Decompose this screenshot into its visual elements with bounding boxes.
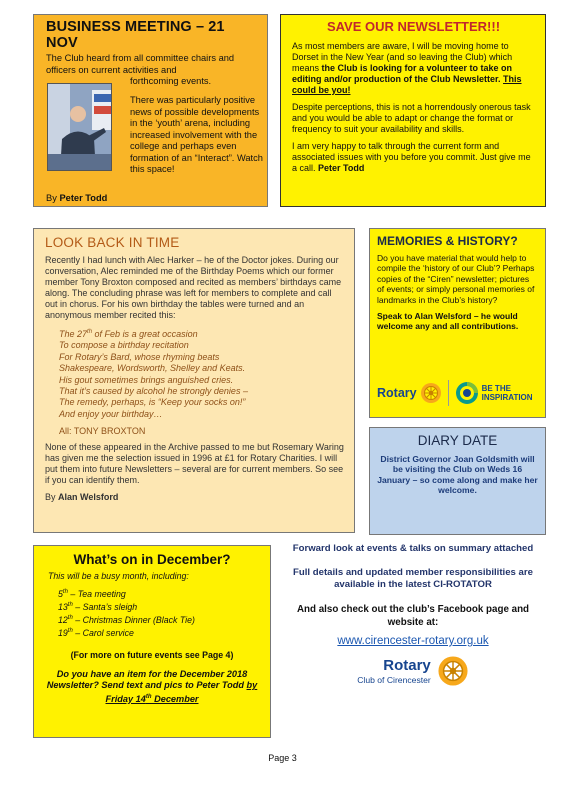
facebook-note: And also check out the club’s Facebook page and website at:	[296, 604, 530, 628]
business-meeting-box	[33, 14, 268, 207]
cta-deadline-c: December	[151, 693, 199, 704]
inspiration-line-2: INSPIRATION	[481, 393, 533, 402]
p1-text: As most members are aware, I will be moving home to Dorset in the New Year (and so leaving the Club) which means	[292, 41, 513, 73]
rotary-club-subtitle: Club of Cirencester	[357, 675, 431, 685]
poem-chorus: All: TONY BROXTON	[59, 426, 146, 437]
be-the-inspiration-icon	[455, 381, 479, 405]
p3-text: I am very happy to talk through the current form and associated issues with you before you commit. Just give me a call.	[292, 141, 531, 173]
event-text: – Santa’s sleigh	[72, 602, 138, 613]
rotary-club-text	[357, 657, 431, 685]
event-day-suffix: th	[67, 602, 73, 609]
poem-line: To compose a birthday recitation	[59, 340, 189, 351]
memories-speak	[377, 311, 537, 332]
whats-on-intro: This will be a busy month, including:	[48, 571, 189, 581]
event-text: – Tea meeting	[67, 588, 126, 599]
business-meeting-intro: The Club heard from all committee chairs and officers on current activities and	[46, 53, 235, 75]
business-meeting-intro-cont: forthcoming events.	[130, 76, 212, 86]
event-text: – Carol service	[72, 628, 134, 639]
club-website-link[interactable]: www.cirencester-rotary.org.uk	[337, 635, 489, 647]
byline-label: By	[45, 492, 56, 503]
rotary-club-wordmark: Rotary	[383, 657, 431, 674]
p1-bold: the Club is looking for a volunteer to take on editing and/or production of the Club Newsletter.	[292, 63, 513, 84]
event-day: 13	[58, 602, 68, 613]
poem-line: The remedy, perhaps, is “Keep your socks on!”	[59, 397, 246, 408]
memories-box	[369, 228, 546, 418]
p1-underline: This could be you!	[292, 74, 522, 95]
save-newsletter-p3	[292, 141, 535, 174]
diary-date-body: District Governor Joan Goldsmith will be visiting the Club on Weds 16 January – so come along and make her welcome.	[377, 454, 538, 496]
look-back-box	[33, 228, 355, 533]
cta-text: Do you have an item for the December 2018 Newsletter? Send text and pics to Peter Todd	[46, 668, 248, 691]
diary-date-box	[369, 427, 546, 535]
look-back-title: LOOK BACK IN TIME	[45, 235, 180, 250]
save-newsletter-box	[280, 14, 546, 207]
p3-name: Peter Todd	[318, 163, 365, 173]
list-item	[58, 613, 260, 626]
forward-look-note: Forward look at events & talks on summary attached	[292, 543, 534, 554]
event-day: 19	[58, 628, 68, 639]
list-item	[58, 600, 260, 613]
look-back-intro: Recently I had lunch with Alec Harker – he of the Doctor jokes. During our conversation, Alec reminded me of the Birthday Poems which our former member Tony Broxton composed and recited as members’ birthdays came along. The concluding phrase was left for members to complete and call out in chorus. For his own birthday the tables were turned and an anonymous member recited this:	[45, 255, 342, 320]
poem-line-1a: The 27	[59, 329, 88, 339]
inspiration-text	[482, 384, 533, 402]
memories-title: MEMORIES & HISTORY?	[377, 234, 518, 248]
poem-line: Shakespeare, Wordsworth, Shelley and Keats.	[59, 363, 246, 374]
save-newsletter-p1	[292, 41, 535, 96]
poem-line-1b: of Feb is a great occasion	[92, 329, 198, 339]
rotary-wheel-icon	[420, 382, 442, 404]
list-item	[58, 626, 260, 639]
poem-line	[59, 327, 344, 340]
page-number: Page 3	[268, 753, 297, 763]
poem-line: For Rotary’s Bard, whose rhyming beats	[59, 351, 220, 362]
byline-label: By	[46, 193, 57, 203]
newsletter-submission-cta	[44, 669, 260, 706]
look-back-outro: None of these appeared in the Archive passed to me but Rosemary Waring has given me the selection issued in 1996 at £1 for Rotary Charities. I will put them into future Newsletters – several are for current members. So see if you can identify them.	[45, 442, 344, 486]
poem-line: And enjoy your birthday…	[59, 408, 163, 419]
rotary-wordmark: Rotary	[377, 386, 417, 400]
list-item	[58, 587, 260, 600]
byline-name: Alan Welsford	[58, 492, 119, 503]
speaker-photo	[47, 83, 112, 171]
forward-look-section	[282, 543, 544, 687]
business-meeting-byline	[46, 193, 107, 203]
event-day: 5	[58, 588, 63, 599]
cta-deadline-a: by Friday 14	[105, 680, 258, 704]
poem-line-1sup: th	[87, 329, 93, 335]
event-list	[44, 587, 260, 640]
look-back-byline	[45, 492, 344, 503]
cta-deadline-sup: th	[145, 693, 152, 700]
inspiration-line-1: BE THE	[481, 384, 511, 393]
whats-on-title: What’s on in December?	[73, 552, 231, 567]
save-newsletter-p2: Despite perceptions, this is not a horrendously onerous task and you would be able to adapt or change the format or frequency to suit your availability and skills.	[292, 102, 531, 134]
poem-line: His gout sometimes brings anguished cries.	[59, 374, 234, 385]
event-day-suffix: th	[67, 615, 73, 622]
diary-date-title: DIARY DATE	[417, 433, 498, 448]
rotary-wheel-icon	[437, 655, 469, 687]
memories-speak-text: Speak to Alan Welsford – he would welcome any and all contributions.	[377, 311, 519, 332]
save-newsletter-title: SAVE OUR NEWSLETTER!!!	[326, 19, 501, 34]
whats-on-box	[33, 545, 271, 738]
event-day: 12	[58, 615, 68, 626]
ci-rotator-note: Full details and updated member responsibilities are available in the latest CI-ROTATOR	[293, 567, 533, 590]
byline-name: Peter Todd	[59, 193, 108, 203]
business-meeting-body: There was particularly positive news of possible developments in the ‘youth’ arena, including increased involvement with the college and perhaps even formation of an “Interact”. Watch this space!	[130, 95, 263, 174]
rotary-club-logo	[282, 655, 544, 687]
event-text: – Christmas Dinner (Black Tie)	[72, 615, 195, 626]
poem-line: That it’s caused by alcohol he strongly denies –	[59, 386, 248, 397]
birthday-poem	[45, 327, 344, 420]
memories-body: Do you have material that would help to compile the ‘history of our Club’? Perhaps copies of the “Ciren” newsletter; pictures of events; or simply personal memories of landmarks in the Club’s history?	[377, 253, 535, 305]
event-day-suffix: th	[62, 589, 68, 595]
event-day-suffix: th	[67, 628, 73, 635]
business-meeting-title: BUSINESS MEETING – 21 NOV	[46, 19, 225, 51]
rotary-logos	[377, 377, 539, 409]
logo-divider	[448, 380, 449, 406]
future-events-note: (For more on future events see Page 4)	[70, 649, 234, 660]
